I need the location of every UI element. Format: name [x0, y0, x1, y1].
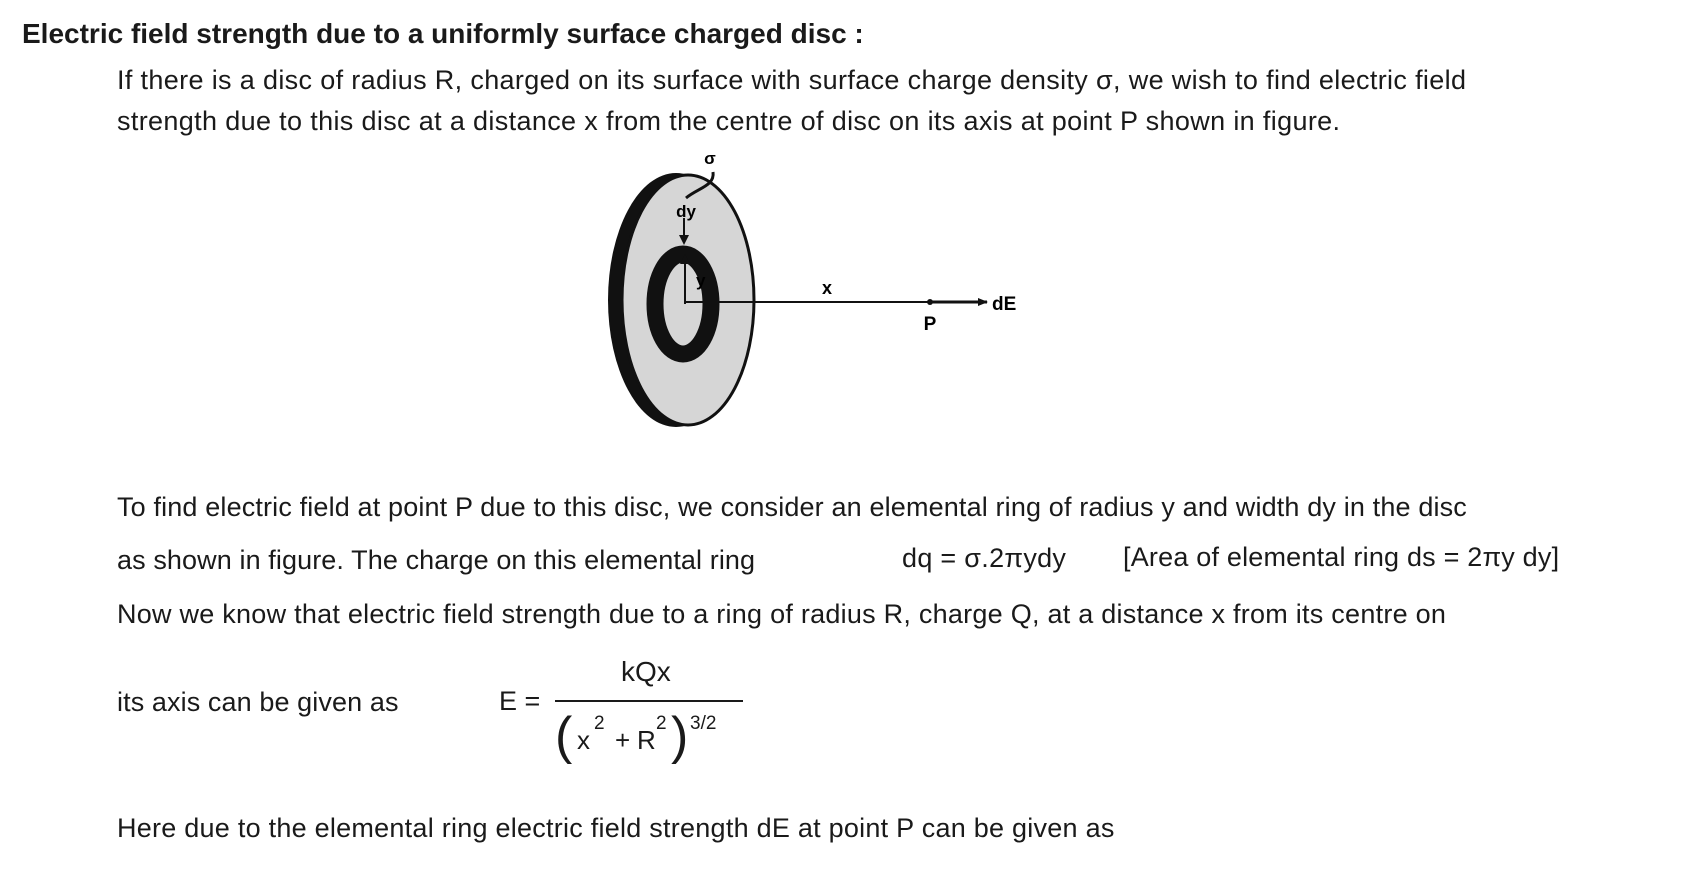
- de-label: dE: [992, 294, 1017, 315]
- fraction-bar: [555, 700, 743, 702]
- formula-lhs: E =: [499, 686, 541, 716]
- denominator-x: x: [577, 725, 590, 755]
- paragraph-1-line-2: strength due to this disc at a distance x from the centre of disc on its axis at point P shown in figure.: [117, 106, 1341, 136]
- left-paren: (: [555, 707, 573, 765]
- area-note: [Area of elemental ring ds = 2πy dy]: [1123, 542, 1560, 572]
- paragraph-3-line-2-lead: its axis can be given as: [117, 687, 399, 717]
- p-label: P: [923, 314, 937, 335]
- x-label: x: [821, 278, 833, 298]
- dq-equation: dq = σ.2πydy: [902, 543, 1067, 573]
- denominator-x-exponent: 2: [594, 713, 605, 734]
- denominator-r-exponent: 2: [656, 713, 667, 734]
- ring-field-formula: [497, 656, 757, 786]
- denominator-plus: +: [615, 725, 631, 755]
- y-label: y: [696, 271, 706, 290]
- heading: Electric field strength due to a uniformly surface charged disc :: [22, 18, 864, 49]
- formula-numerator: kQx: [621, 656, 671, 687]
- paragraph-4-line-1: Here due to the elemental ring electric field strength dE at point P can be given as: [117, 813, 1115, 843]
- denominator-r: R: [637, 725, 656, 755]
- paragraph-3-line-1: Now we know that electric field strength due to a ring of radius R, charge Q, at a distance x from its centre on: [117, 599, 1447, 629]
- disc-figure: [600, 150, 1100, 480]
- right-paren: ): [671, 707, 689, 765]
- paragraph-2-line-2-text: as shown in figure. The charge on this elemental ring: [117, 545, 756, 575]
- outer-exponent: 3/2: [690, 713, 717, 734]
- paragraph-2-line-1: To find electric field at point P due to this disc, we consider an elemental ring of radius y and width dy in the disc: [117, 492, 1467, 522]
- paragraph-1-line-1: If there is a disc of radius R, charged on its surface with surface charge density σ, we wish to find electric field: [117, 65, 1467, 95]
- dy-label: dy: [676, 202, 696, 221]
- sigma-label: σ: [704, 150, 716, 168]
